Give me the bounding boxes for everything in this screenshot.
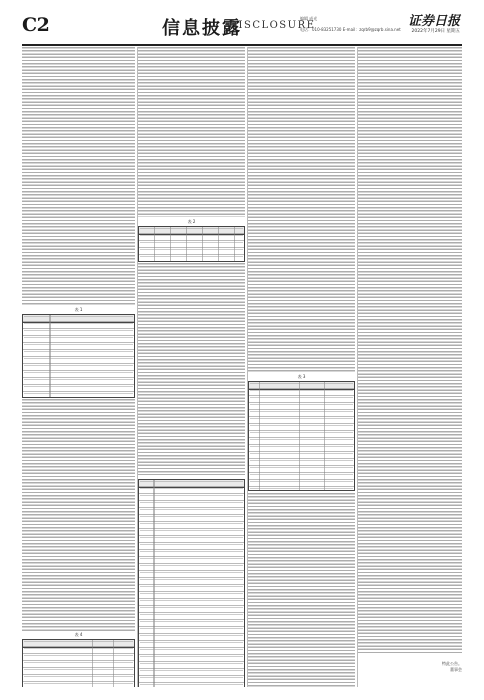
text-column-2 xyxy=(138,47,245,687)
signoff: 特此公告。 董事会 xyxy=(442,661,462,672)
table-caption: 表 1 xyxy=(74,307,83,312)
article-text xyxy=(22,47,135,305)
table-caption: 表 4 xyxy=(74,632,83,637)
section-title-en: DISCLOSURE xyxy=(229,20,316,31)
table-cells xyxy=(140,481,243,687)
table-cells xyxy=(250,383,353,489)
publication-date: 2022年7月29日 星期五 xyxy=(411,29,460,34)
editor-credit: 编辑 成光 xyxy=(300,16,318,21)
data-table xyxy=(138,479,245,687)
table-cells xyxy=(24,316,133,396)
data-table xyxy=(248,381,355,491)
newspaper-logo: 证券日报 xyxy=(407,14,460,29)
text-column-4 xyxy=(358,47,462,687)
section-title: 信息披露 xyxy=(162,18,242,39)
table-caption: 表 3 xyxy=(297,374,306,379)
data-table xyxy=(138,226,245,262)
text-column-3 xyxy=(248,47,355,687)
article-text xyxy=(22,399,135,631)
article-text xyxy=(248,493,355,687)
article-text xyxy=(138,47,245,217)
article-text xyxy=(138,263,245,475)
text-column-1 xyxy=(22,47,135,687)
page-number: C2 xyxy=(22,14,50,36)
table-caption: 表 2 xyxy=(187,219,196,224)
table-cells xyxy=(24,641,133,687)
article-text xyxy=(248,47,355,372)
masthead xyxy=(22,10,462,46)
table-cells xyxy=(140,228,243,260)
contact-line: 电话：010-83251730 E-mail：zqrb9@zqrb.sina.net xyxy=(300,27,401,32)
article-text xyxy=(358,47,462,655)
data-table xyxy=(22,314,135,398)
data-table xyxy=(22,639,135,687)
